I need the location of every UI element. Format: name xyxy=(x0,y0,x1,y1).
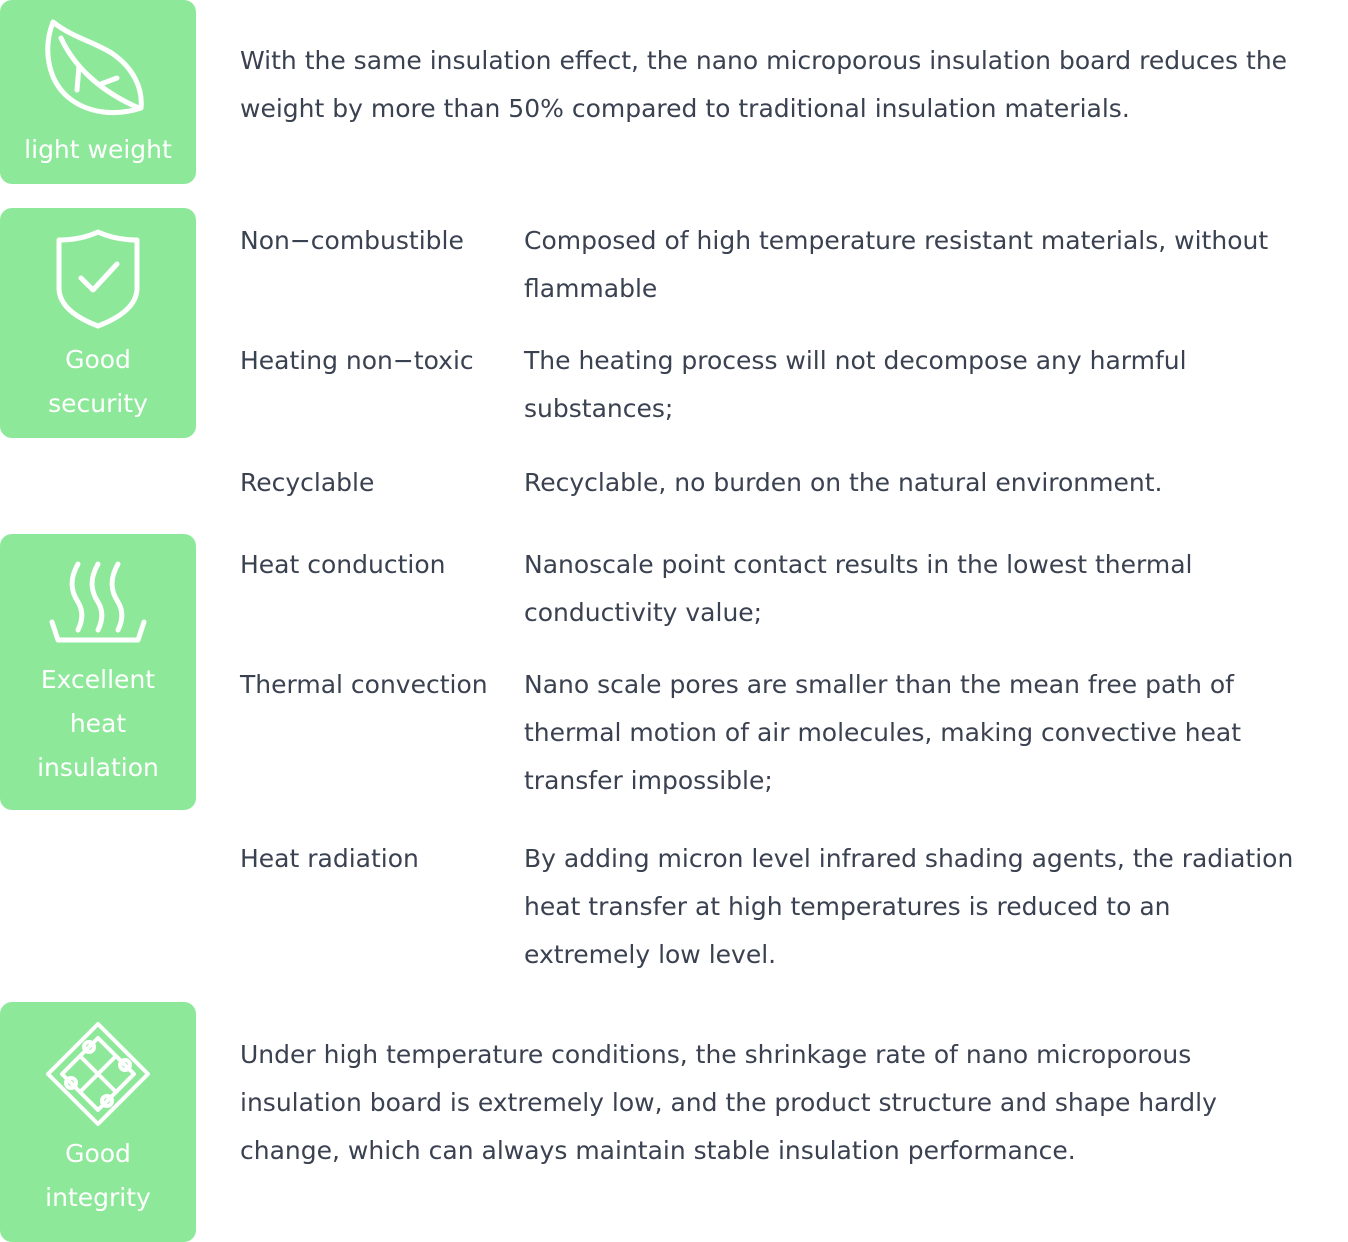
desc-heat-conduction: Nanoscale point contact results in the lowest thermal conductivity value; xyxy=(524,550,1193,627)
term-thermal-convection: Thermal convection xyxy=(240,670,488,699)
term-heating-non-toxic: Heating non−toxic xyxy=(240,346,474,375)
desc-heat-radiation: By adding micron level infrared shading agents, the radiation heat transfer at high temperatures is reduced to an extremely low level. xyxy=(524,844,1294,969)
integrity-label: Good integrity xyxy=(45,1139,151,1212)
term-heat-conduction: Heat conduction xyxy=(240,550,446,579)
insulation-label: Excellent heat insulation xyxy=(37,665,159,782)
desc-heating-non-toxic: The heating process will not decompose any harmful substances; xyxy=(524,346,1187,423)
security-label: Good security xyxy=(48,345,148,418)
integrity-badge xyxy=(0,1002,196,1242)
light-weight-badge xyxy=(0,0,196,184)
light-weight-label: light weight xyxy=(24,135,172,164)
security-badge xyxy=(0,208,196,438)
shield-check-icon xyxy=(53,228,143,330)
heat-waves-icon xyxy=(46,560,150,646)
puzzle-icon xyxy=(46,1022,150,1126)
leaf-icon xyxy=(43,18,153,122)
insulation-badge xyxy=(0,534,196,810)
term-non-combustible: Non−combustible xyxy=(240,226,464,255)
term-heat-radiation: Heat radiation xyxy=(240,844,419,873)
term-recyclable: Recyclable xyxy=(240,468,375,497)
desc-thermal-convection: Nano scale pores are smaller than the mean free path of thermal motion of air molecules, making convective heat transfer impossible; xyxy=(524,670,1242,795)
desc-non-combustible: Composed of high temperature resistant materials, without flammable xyxy=(524,226,1269,303)
integrity-text: Under high temperature conditions, the shrinkage rate of nano microporous insulation board is extremely low, and the product structure and shape hardly change, which can always maintain stable insulation performance. xyxy=(240,1040,1217,1165)
light-weight-text: With the same insulation effect, the nano microporous insulation board reduces the weight by more than 50% compared to traditional insulation materials. xyxy=(240,46,1288,123)
desc-recyclable: Recyclable, no burden on the natural environment. xyxy=(524,468,1163,497)
